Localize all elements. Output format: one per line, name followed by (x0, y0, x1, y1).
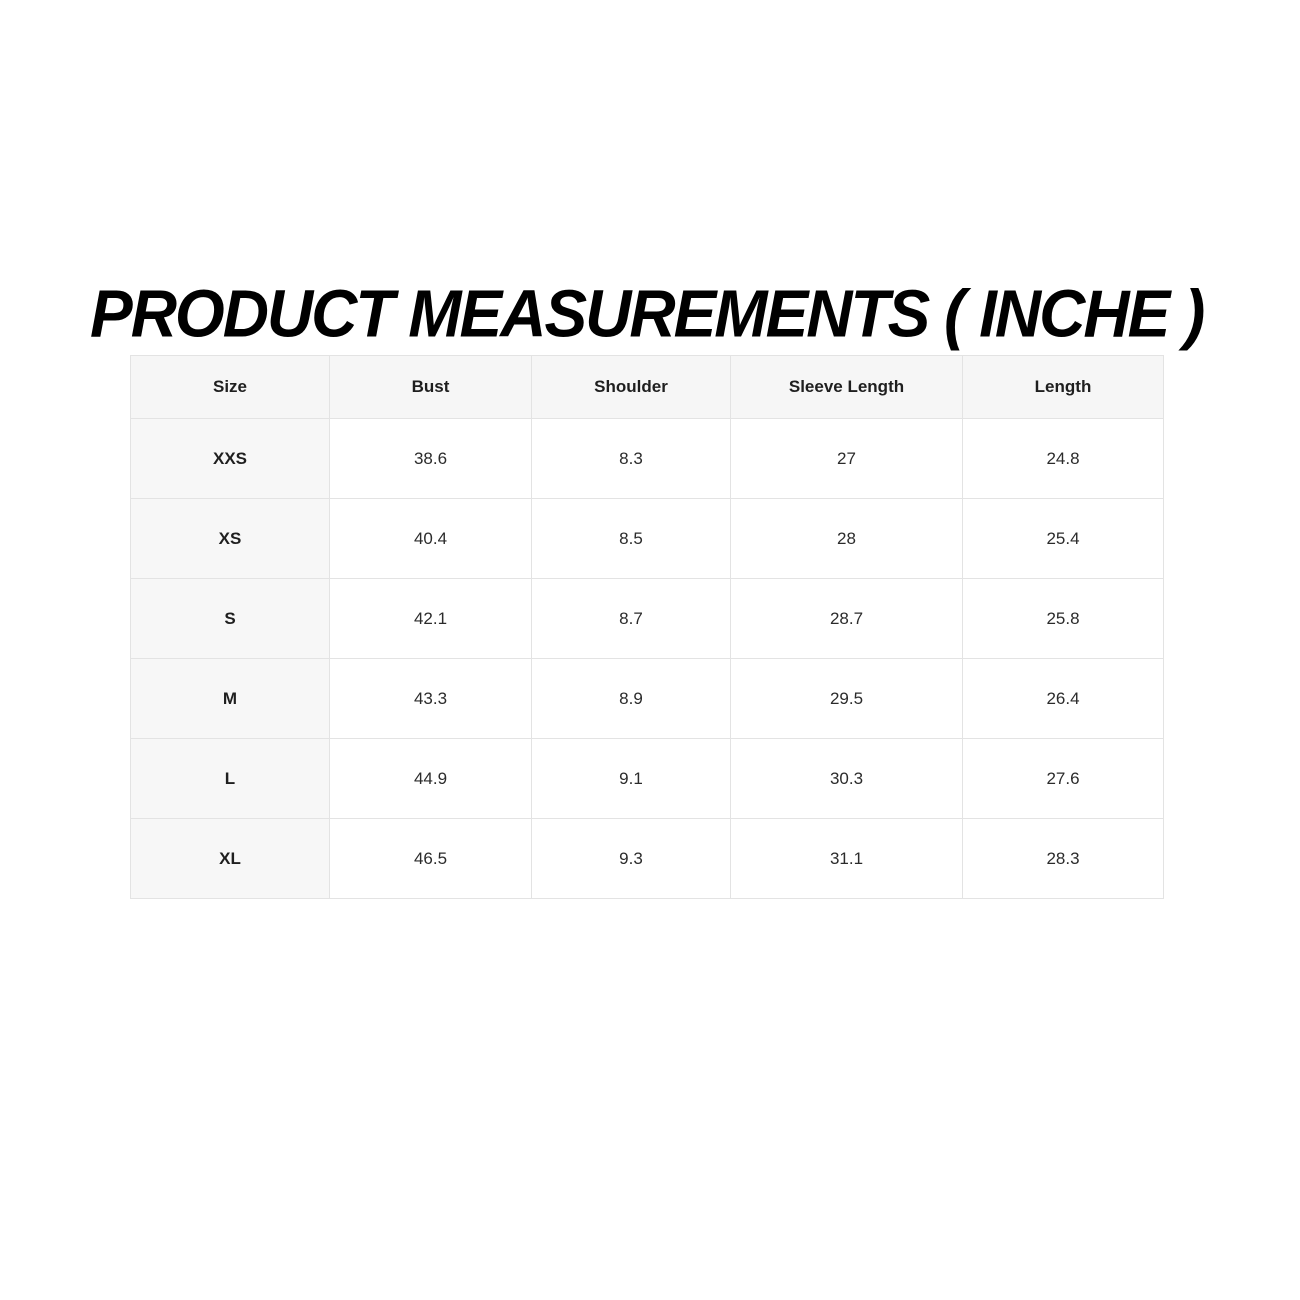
measurements-table (130, 355, 1164, 899)
shoulder-value: 8.3 (532, 419, 731, 499)
column-header-size: Size (131, 356, 330, 419)
table-row-xl (131, 819, 1164, 899)
sleeve-length-value: 29.5 (731, 659, 963, 739)
shoulder-value: 8.7 (532, 579, 731, 659)
shoulder-value: 8.5 (532, 499, 731, 579)
table-body (131, 419, 1164, 899)
length-value: 26.4 (963, 659, 1164, 739)
bust-value: 43.3 (330, 659, 532, 739)
page-title: PRODUCT MEASUREMENTS ( INCHE ) (90, 275, 1204, 352)
length-value: 28.3 (963, 819, 1164, 899)
column-header-length: Length (963, 356, 1164, 419)
size-label: M (131, 659, 330, 739)
sleeve-length-value: 28.7 (731, 579, 963, 659)
size-label: XS (131, 499, 330, 579)
length-value: 24.8 (963, 419, 1164, 499)
column-header-bust: Bust (330, 356, 532, 419)
size-label: S (131, 579, 330, 659)
table-header (131, 356, 1164, 419)
shoulder-value: 8.9 (532, 659, 731, 739)
size-label: XXS (131, 419, 330, 499)
sleeve-length-value: 30.3 (731, 739, 963, 819)
column-header-shoulder: Shoulder (532, 356, 731, 419)
table-row-s (131, 579, 1164, 659)
table-row-xxs (131, 419, 1164, 499)
bust-value: 42.1 (330, 579, 532, 659)
length-value: 27.6 (963, 739, 1164, 819)
bust-value: 40.4 (330, 499, 532, 579)
column-header-sleeve-length: Sleeve Length (731, 356, 963, 419)
bust-value: 44.9 (330, 739, 532, 819)
length-value: 25.8 (963, 579, 1164, 659)
shoulder-value: 9.1 (532, 739, 731, 819)
table-row-l (131, 739, 1164, 819)
size-label: XL (131, 819, 330, 899)
sleeve-length-value: 27 (731, 419, 963, 499)
table-row-xs (131, 499, 1164, 579)
size-label: L (131, 739, 330, 819)
header-row (131, 356, 1164, 419)
shoulder-value: 9.3 (532, 819, 731, 899)
sleeve-length-value: 31.1 (731, 819, 963, 899)
sleeve-length-value: 28 (731, 499, 963, 579)
bust-value: 46.5 (330, 819, 532, 899)
length-value: 25.4 (963, 499, 1164, 579)
bust-value: 38.6 (330, 419, 532, 499)
table-row-m (131, 659, 1164, 739)
